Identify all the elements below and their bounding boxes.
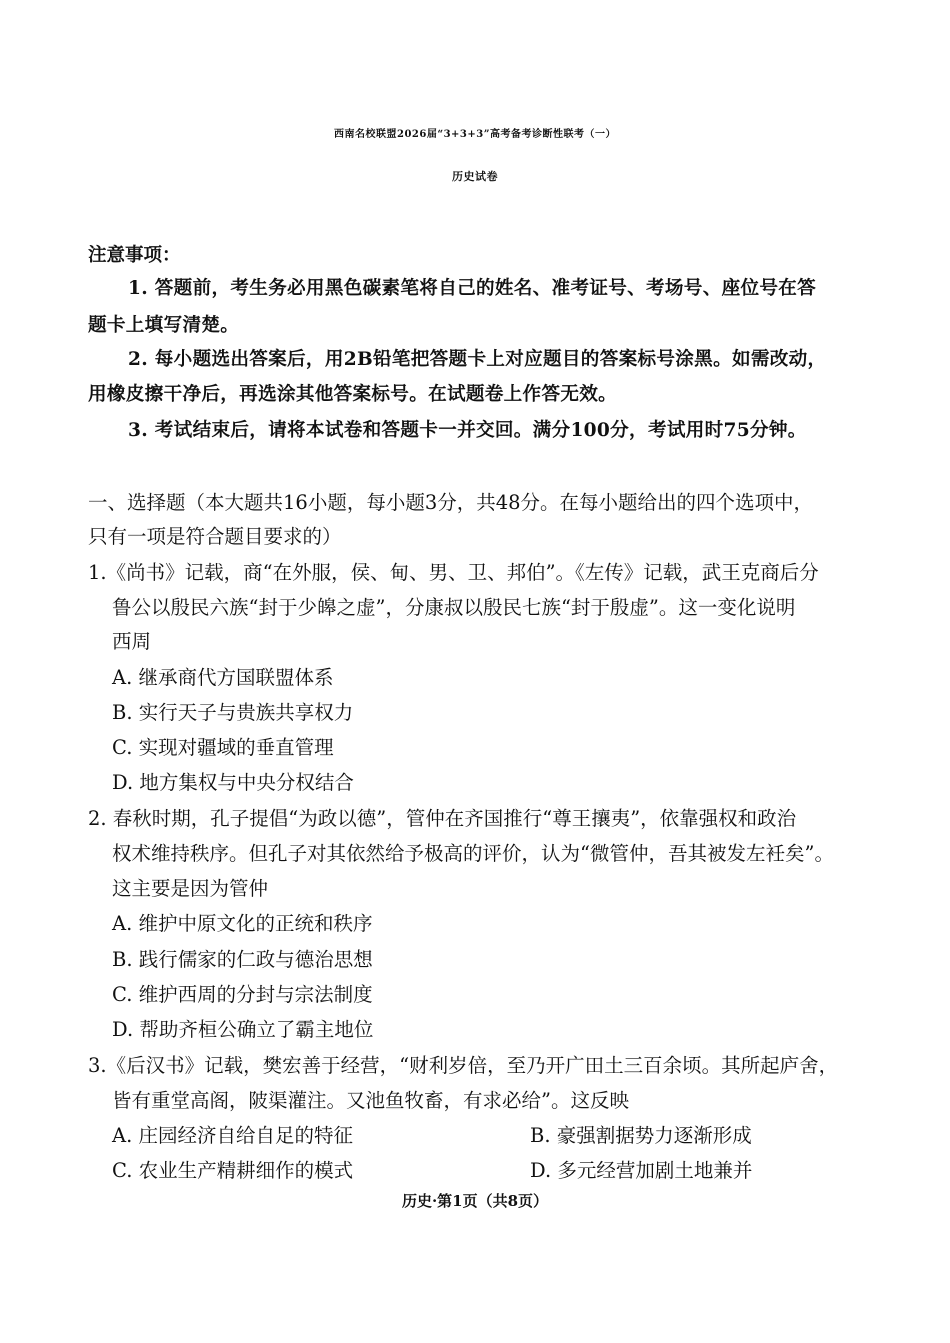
question-2-option-d: D. 帮助齐桓公确立了霸主地位 [112, 1018, 374, 1041]
question-2-stem: 2. 春秋时期，孔子提倡“为政以德”，管仲在齐国推行“尊王攘夷”，依靠强权和政治 [88, 807, 797, 830]
question-1-option-b: B. 实行天子与贵族共享权力 [112, 701, 354, 724]
question-1-option-c: C. 实现对疆域的垂直管理 [112, 736, 334, 759]
section-heading: 一、选择题（本大题共16小题，每小题3分，共48分。在每小题给出的四个选项中， [88, 491, 814, 514]
question-1-option-a: A. 继承商代方国联盟体系 [112, 666, 334, 689]
question-3-option-c: C. 农业生产精耕细作的模式 [112, 1159, 354, 1182]
question-3-stem: 3.《后汉书》记载，樊宏善于经营，“财利岁倍，至乃开广田土三百余顷。其所起庐舍， [88, 1054, 839, 1077]
question-2-stem: 这主要是因为管仲 [112, 877, 269, 900]
exam-subject-title: 历史试卷 [452, 170, 498, 183]
question-2-option-a: A. 维护中原文化的正统和秩序 [112, 912, 373, 935]
notice-line: 用橡皮擦干净后，再选涂其他答案标号。在试题卷上作答无效。 [88, 384, 618, 405]
section-heading-cont: 只有一项是符合题目要求的） [88, 525, 342, 548]
notice-line: 3. 考试结束后，请将本试卷和答题卡一并交回。满分100分，考试用时75分钟。 [128, 420, 807, 441]
question-1-option-d: D. 地方集权与中央分权结合 [112, 771, 354, 794]
question-1-stem: 1.《尚书》记载，商“在外服，侯、甸、男、卫、邦伯”。《左传》记载，武王克商后分 [88, 561, 819, 584]
page-footer: 历史·第1页（共8页） [401, 1192, 549, 1210]
question-2-option-c: C. 维护西周的分封与宗法制度 [112, 983, 373, 1006]
notice-line: 2. 每小题选出答案后，用2B铅笔把答题卡上对应题目的答案标号涂黑。如需改动， [128, 349, 827, 370]
exam-title: 西南名校联盟2026届“3+3+3”高考备考诊断性联考（一） [334, 129, 616, 140]
question-3-option-b: B. 豪强割据势力逐渐形成 [530, 1124, 752, 1147]
question-3-stem: 皆有重堂高阁，陂渠灌注。又池鱼牧畜，有求必给”。这反映 [112, 1089, 629, 1112]
notice-heading: 注意事项： [88, 245, 181, 266]
notice-line: 1. 答题前，考生务必用黑色碳素笔将自己的姓名、准考证号、考场号、座位号在答 [128, 278, 817, 299]
question-3-option-a: A. 庄园经济自给自足的特征 [112, 1124, 353, 1147]
question-3-option-d: D. 多元经营加剧土地兼并 [530, 1159, 753, 1182]
question-1-stem: 西周 [112, 630, 152, 653]
question-2-option-b: B. 践行儒家的仁政与德治思想 [112, 948, 373, 971]
question-1-stem: 鲁公以殷民六族“封于少皞之虚”，分康叔以殷民七族“封于殷虚”。这一变化说明 [112, 596, 796, 619]
notice-line: 题卡上填写清楚。 [88, 315, 240, 336]
question-2-stem: 权术维持秩序。但孔子对其依然给予极高的评价，认为“微管仲，吾其被发左衽矣”。 [112, 842, 834, 865]
